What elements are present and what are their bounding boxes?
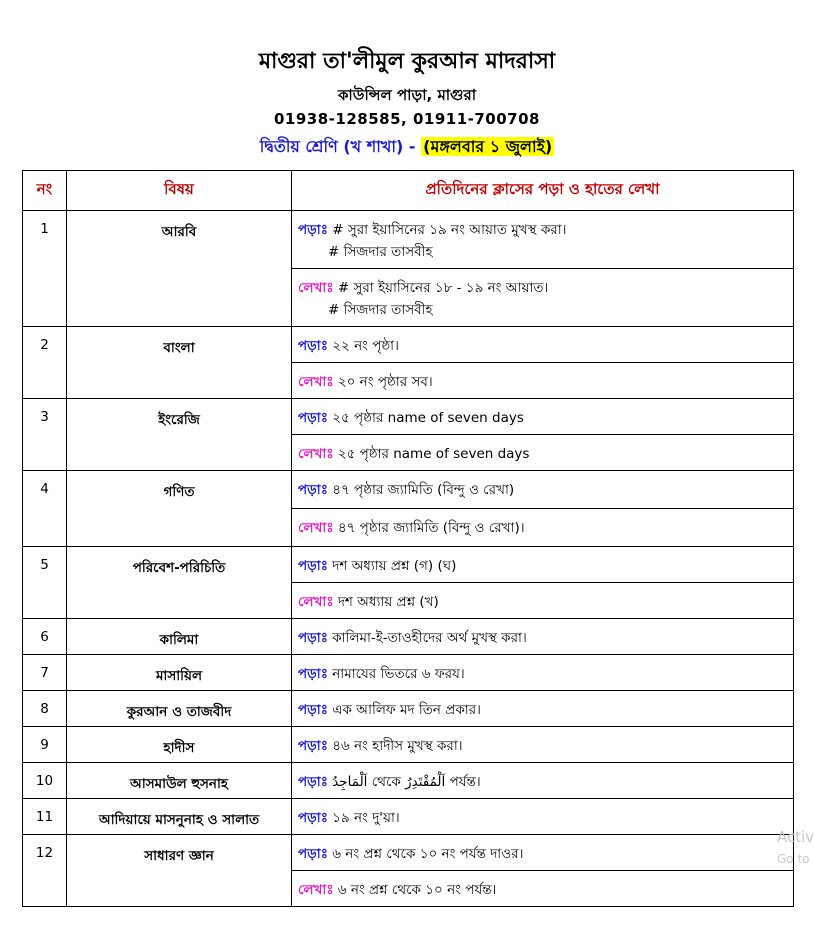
header-no: নং (23, 171, 67, 211)
write-label: লেখাঃ (298, 594, 334, 610)
read-label: পড়াঃ (298, 774, 328, 790)
read-task (292, 619, 794, 655)
row-subject: আদিয়ায়ে মাসনুনাহ ও সালাত (67, 799, 292, 835)
table-row (23, 211, 794, 269)
row-number: 4 (23, 471, 67, 547)
row-subject: বাংলা (67, 327, 292, 399)
class-info (0, 134, 814, 161)
read-text: ৪৭ পৃষ্ঠার জ্যামিতি (বিন্দু ও রেখা) (332, 482, 515, 498)
write-label: লেখাঃ (298, 520, 334, 536)
write-label: লেখাঃ (298, 882, 334, 898)
table-row (23, 691, 794, 727)
madrasa-phones: 01938-128585, 01911-700708 (274, 110, 540, 128)
row-number: 10 (23, 763, 67, 799)
row-subject: কালিমা (67, 619, 292, 655)
class-name: দ্বিতীয় শ্রেণি (খ শাখা) (259, 137, 404, 156)
write-text: ২০ নং পৃষ্ঠার সব। (337, 374, 433, 390)
read-label: পড়াঃ (298, 410, 328, 426)
class-date: (মঙ্গলবার ১ জুলাই) (423, 137, 553, 156)
read-task (292, 471, 794, 509)
row-number: 9 (23, 727, 67, 763)
madrasa-title: মাগুরা তা'লীমুল কুরআন মাদরাসা (258, 49, 556, 74)
read-text: কালিমা-ই-তাওহীদের অর্থ মুখস্থ করা। (332, 630, 527, 646)
read-text: এক আলিফ মদ তিন প্রকার। (332, 702, 481, 718)
madrasa-address: কাউন্সিল পাড়া, মাগুরা (337, 86, 477, 104)
table-row (23, 547, 794, 583)
read-task (292, 835, 794, 871)
read-text: নামাযের ভিতরে ৬ ফরয। (332, 666, 465, 682)
row-subject: আসমাউল হুসনাহ (67, 763, 292, 799)
read-text: ৪৬ নং হাদীস মুখস্থ করা। (332, 738, 463, 754)
read-label: পড়াঃ (298, 338, 328, 354)
row-number: 1 (23, 211, 67, 327)
row-number: 11 (23, 799, 67, 835)
class-separator: - (408, 137, 416, 156)
write-task (292, 871, 794, 907)
read-task (292, 691, 794, 727)
table-row (23, 399, 794, 435)
read-text: ১৯ নং দু'য়া। (332, 810, 400, 826)
read-task (292, 763, 794, 799)
row-number: 5 (23, 547, 67, 619)
table-row (23, 799, 794, 835)
row-number: 6 (23, 619, 67, 655)
read-label: পড়াঃ (298, 846, 328, 862)
read-task (292, 327, 794, 363)
read-text: দশ অধ্যায় প্রশ্ন (গ) (ঘ) (332, 558, 457, 574)
row-subject: হাদীস (67, 727, 292, 763)
read-label: পড়াঃ (298, 222, 328, 238)
write-task (292, 363, 794, 399)
header-work: প্রতিদিনের ক্লাসের পড়া ও হাতের লেখা (292, 171, 794, 211)
write-task (292, 435, 794, 471)
row-subject: আরবি (67, 211, 292, 327)
read-label: পড়াঃ (298, 482, 328, 498)
write-extra: # সিজদার তাসবীহ (328, 302, 433, 318)
table-row (23, 471, 794, 509)
activation-watermark (777, 826, 814, 870)
read-label: পড়াঃ (298, 702, 328, 718)
read-label: পড়াঃ (298, 738, 328, 754)
row-number: 8 (23, 691, 67, 727)
read-label: পড়াঃ (298, 810, 328, 826)
read-label: পড়াঃ (298, 666, 328, 682)
read-text: ২২ নং পৃষ্ঠা। (332, 338, 399, 354)
row-number: 7 (23, 655, 67, 691)
read-label: পড়াঃ (298, 558, 328, 574)
read-text: اَلْمَاجِدُ থেকে اَلْمُقْتَدِرُ পর্যন্ত। (332, 774, 481, 790)
read-text: ৬ নং প্রশ্ন থেকে ১০ নং পর্যন্ত দাওর। (332, 846, 524, 862)
read-task (292, 547, 794, 583)
write-label: লেখাঃ (298, 446, 334, 462)
row-number: 2 (23, 327, 67, 399)
row-number: 3 (23, 399, 67, 471)
table-row (23, 763, 794, 799)
watermark-line-2: Go to (777, 852, 810, 866)
read-extra: # সিজদার তাসবীহ (328, 244, 433, 260)
write-task (292, 269, 794, 327)
table-row (23, 327, 794, 363)
table-row (23, 619, 794, 655)
read-task (292, 799, 794, 835)
row-subject: ইংরেজি (67, 399, 292, 471)
write-text: ৪৭ পৃষ্ঠার জ্যামিতি (বিন্দু ও রেখা)। (337, 520, 525, 536)
write-text: # সুরা ইয়াসিনের ১৮ - ১৯ নং আয়াত। (337, 280, 549, 296)
table-row (23, 835, 794, 871)
row-number: 12 (23, 835, 67, 907)
write-text: দশ অধ্যায় প্রশ্ন (খ) (337, 594, 439, 610)
table-row (23, 655, 794, 691)
write-label: লেখাঃ (298, 280, 334, 296)
row-subject: সাধারণ জ্ঞান (67, 835, 292, 907)
row-subject: গণিত (67, 471, 292, 547)
table-header-row (23, 171, 794, 211)
row-subject: মাসায়িল (67, 655, 292, 691)
header-subject: বিষয় (67, 171, 292, 211)
table-row (23, 727, 794, 763)
read-task (292, 655, 794, 691)
read-text: # সুরা ইয়াসিনের ১৯ নং আয়াত মুখস্থ করা। (332, 222, 567, 238)
read-text: ২৫ পৃষ্ঠার name of seven days (332, 410, 524, 426)
write-label: লেখাঃ (298, 374, 334, 390)
write-task (292, 509, 794, 547)
read-task (292, 727, 794, 763)
write-task (292, 583, 794, 619)
row-subject: কুরআন ও তাজবীদ (67, 691, 292, 727)
routine-table (22, 170, 794, 907)
watermark-line-1: Activ (777, 828, 814, 846)
write-text: ২৫ পৃষ্ঠার name of seven days (337, 446, 530, 462)
read-task (292, 399, 794, 435)
row-subject: পরিবেশ-পরিচিতি (67, 547, 292, 619)
read-task (292, 211, 794, 269)
read-label: পড়াঃ (298, 630, 328, 646)
write-text: ৬ নং প্রশ্ন থেকে ১০ নং পর্যন্ত। (337, 882, 497, 898)
